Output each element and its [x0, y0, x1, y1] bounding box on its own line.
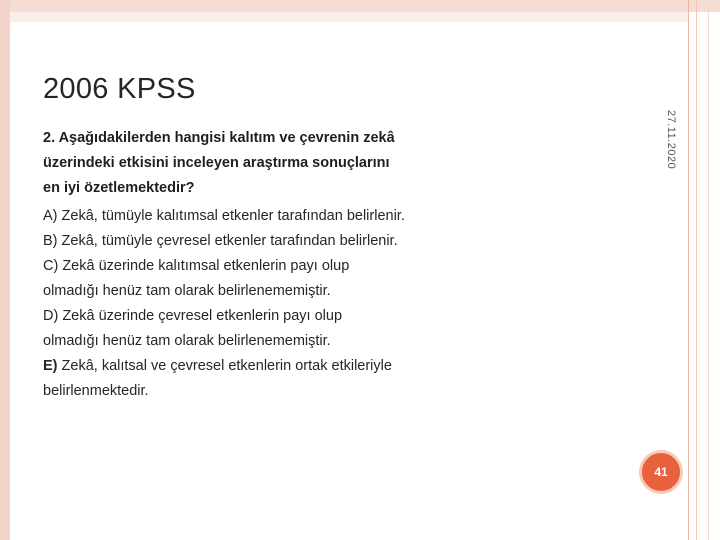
option-a: A) Zekâ, tümüyle kalıtımsal etkenler tarafından belirlenir. [43, 208, 405, 224]
answer-options [43, 204, 663, 404]
option-c-line2: olmadığı henüz tam olarak belirlenememiştir. [43, 283, 331, 299]
question-line: en iyi özetlemektedir? [43, 180, 195, 196]
slide-frame-inner-top [10, 12, 688, 22]
page-number: 41 [654, 465, 668, 479]
slide-frame-top [0, 0, 720, 12]
slide-frame-right-line [696, 0, 697, 540]
option-e-line2: belirlenmektedir. [43, 383, 149, 399]
question-text [43, 126, 653, 201]
slide-frame-left [0, 0, 10, 540]
slide-frame-right-line [708, 0, 709, 540]
slide-date: 27.11.2020 [665, 110, 677, 170]
option-b: B) Zekâ, tümüyle çevresel etkenler tarafından belirlenir. [43, 233, 398, 249]
option-e-line1 [43, 354, 663, 379]
option-e-text: Zekâ, kalıtsal ve çevresel etkenlerin ortak etkileriyle [57, 358, 392, 374]
option-d-line2: olmadığı henüz tam olarak belirlenememiştir. [43, 333, 331, 349]
option-d-line1: D) Zekâ üzerinde çevresel etkenlerin payı olup [43, 308, 343, 324]
question-line: üzerindeki etkisini inceleyen araştırma sonuçlarını [43, 155, 390, 171]
question-line: 2. Aşağıdakilerden hangisi kalıtım ve çevrenin zekâ [43, 130, 395, 146]
slide-frame-right-line [688, 0, 689, 540]
option-c-line1: C) Zekâ üzerinde kalıtımsal etkenlerin payı olup [43, 258, 350, 274]
page-number-badge [639, 450, 683, 494]
option-e-key: E) [43, 358, 58, 374]
slide-title: 2006 KPSS [43, 73, 196, 105]
